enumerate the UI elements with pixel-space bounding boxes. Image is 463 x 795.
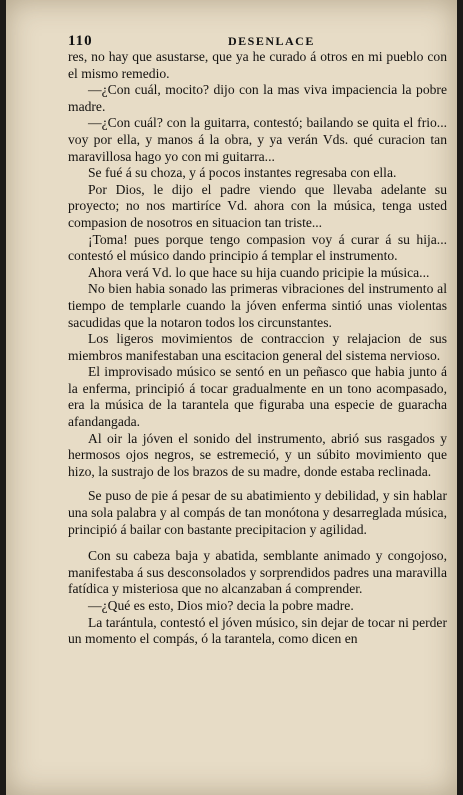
- book-page: [6, 0, 457, 795]
- paragraph: Se fué á su choza, y á pocos instantes regresaba con ella.: [88, 165, 397, 181]
- paragraph: ¡Toma! pues porque tengo compasion voy á curar á su hija... contestó el músico dando principio á templar el instrumento.: [68, 231, 447, 264]
- paragraph: Los ligeros movimientos de contraccion y relajacion de sus miembros manifestaban una escitacion general del sistema nervioso.: [68, 331, 447, 363]
- body-text: [68, 49, 447, 648]
- paragraph: No bien habia sonado las primeras vibraciones del instrumento al tiempo de templarle cuando la jóven enferma sintió unas violentas sacudidas que la notaron todos los circunstantes.: [68, 281, 447, 330]
- page-header: [68, 33, 439, 49]
- paragraph: —¿Qué es esto, Dios mio? decia la pobre madre.: [88, 598, 354, 613]
- paragraph: Por Dios, le dijo el padre viendo que llevaba adelante su proyecto; no nos martiríce Vd. ahora con la música, tenga usted compasion de nosotros en situacion tan triste...: [68, 181, 447, 230]
- paragraph: Ahora verá Vd. lo que hace su hija cuando pricipie la música...: [88, 264, 430, 280]
- running-head: DESENLACE: [228, 34, 315, 48]
- paragraph: El improvisado músico se sentó en un peñasco que habia junto á la enferma, principió á tocar gradualmente en un tono acompasado, era la música de la tarantela que figuraba una especie de guaracha afandangada.: [68, 364, 447, 430]
- paragraph: Con su cabeza baja y abatida, semblante animado y congojoso, manifestaba á sus desconsolados y sorprendidos padres una maravilla fatídica y misteriosa que no alcanzaban á comprender.: [68, 548, 447, 597]
- paragraph: —¿Con cuál? con la guitarra, contestó; bailando se quita el frio... voy por ella, y manos á la obra, y ya verán Vds. qué curacion tan maravillosa hago yo con mi guitarra...: [68, 115, 447, 164]
- paragraph: —¿Con cuál, mocito? dijo con la mas viva impaciencia la pobre madre.: [68, 82, 447, 114]
- page-number: 110: [68, 33, 93, 49]
- paragraph: La tarántula, contestó el jóven músico, sin dejar de tocar ni perder un momento el compás, ó la tarantela, como dicen en: [68, 614, 447, 647]
- paragraph: res, no hay que asustarse, que ya he curado á otros en mi pueblo con el mismo remedio.: [68, 49, 447, 81]
- paragraph: Se puso de pie á pesar de su abatimiento y debilidad, y sin hablar una sola palabra y al compás de tan monótona y desarreglada música, principió á bailar con bastante precipitacion y agilidad.: [68, 488, 447, 537]
- paragraph: Al oir la jóven el sonido del instrumento, abrió sus rasgados y hermosos ojos negros, se estremeció, y un súbito movimiento que hizo, la sustrajo de los brazos de su madre, donde estaba reclinada.: [68, 430, 447, 479]
